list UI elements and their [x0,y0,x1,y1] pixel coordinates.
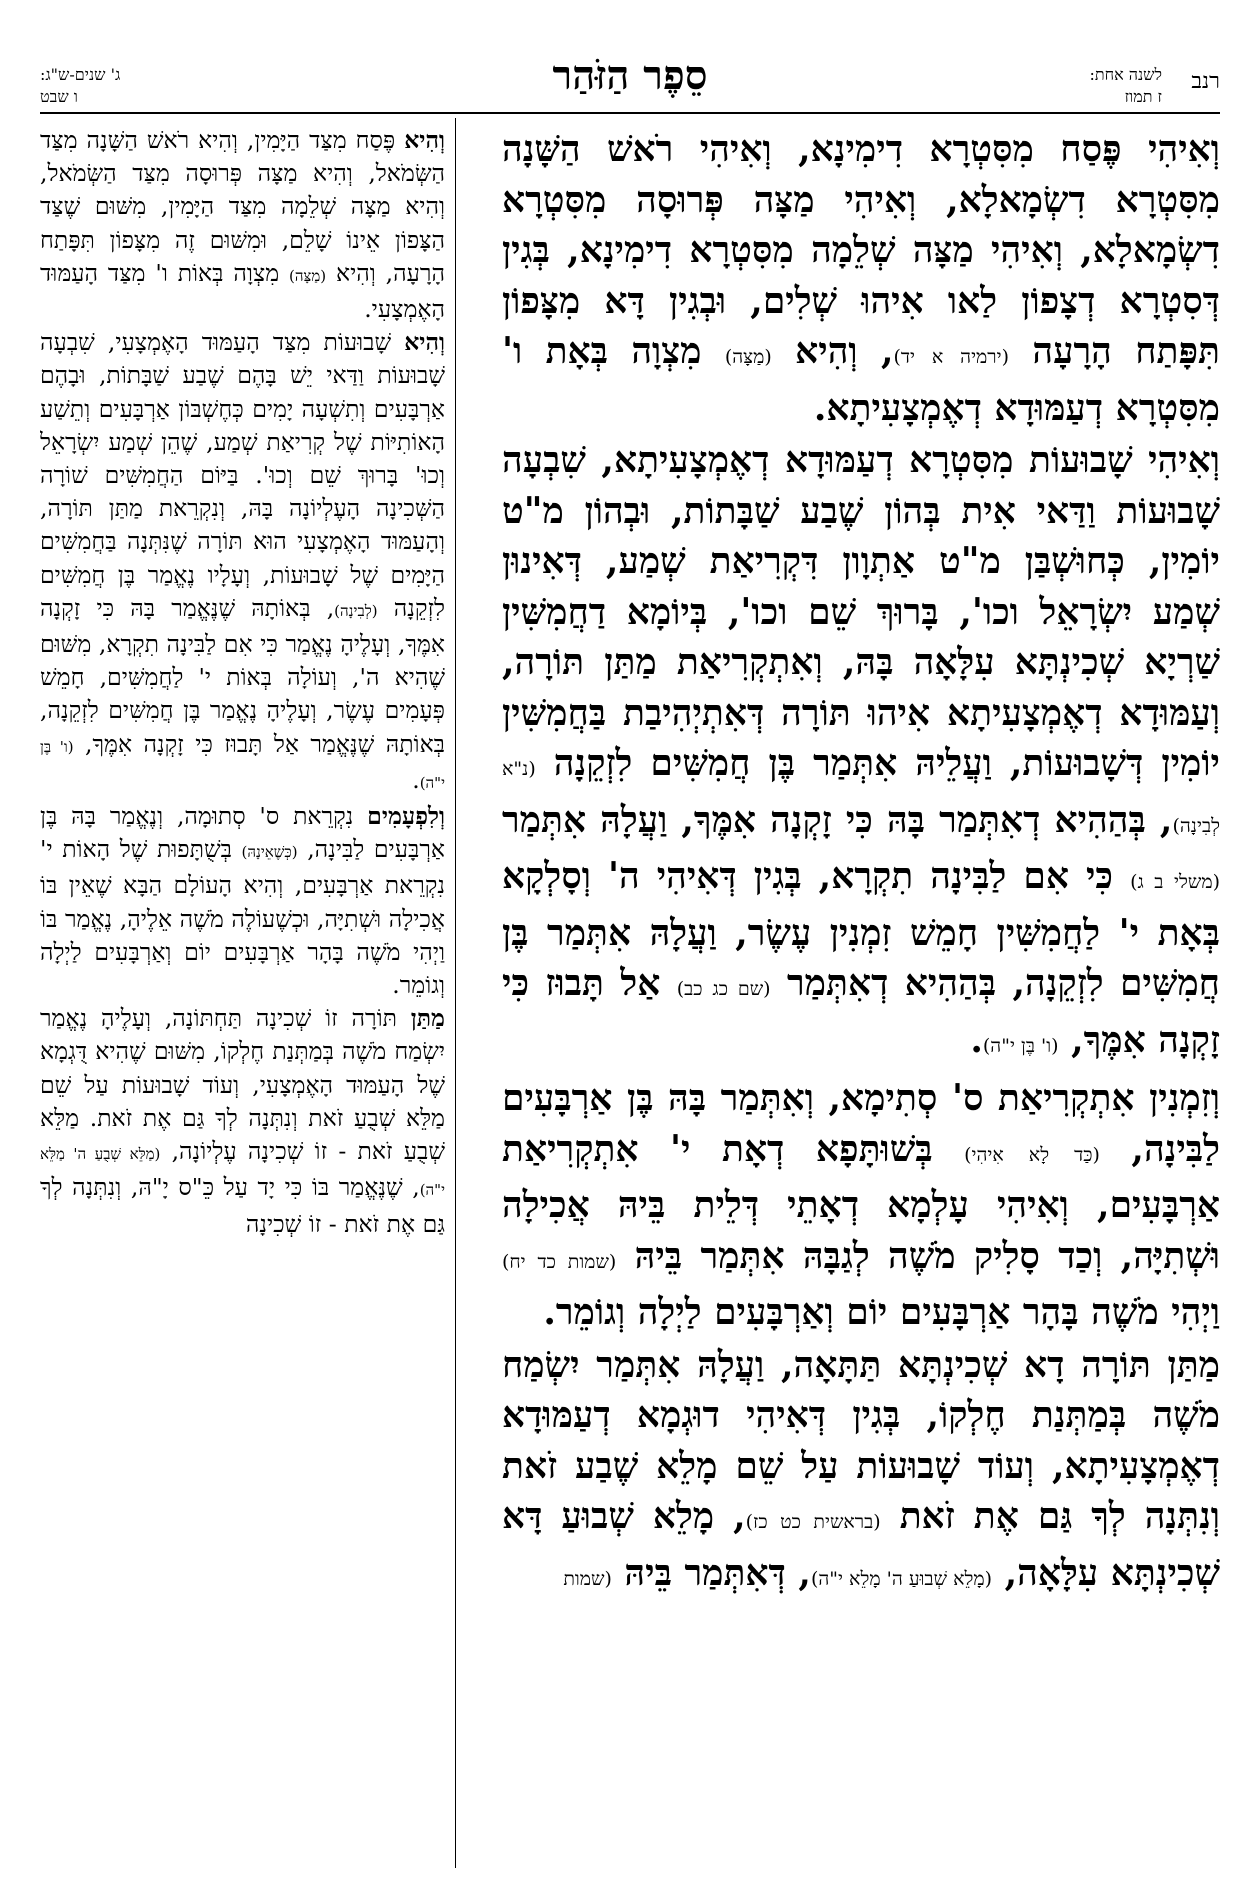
citation: (מָלֵא שְׁבוּעַ ה' מָלֵא י"ה) [810,1567,993,1590]
paragraph-text: . [412,765,420,794]
citation: (ירמיה א יד) [893,346,1010,368]
paragraph-lead-word: מַתַּן [410,1004,445,1033]
book-title: סֵפֶר הַזֹּהַר [552,52,708,99]
hebrew-translation-column [40,124,445,1874]
paragraph-text: שָׁבוּעוֹת מִסִּטְרָא דְעַמּוּדָא דְאֶמְצָעִיתָא, שִׁבְעָה שָׁבוּעוֹת וַדַּאי אִית בְּהוֹן שֶׁבַע שַׁבָּתוֹת, וּבְהוֹן מ"ט יוֹמִין, כְּחוּשְׁבַּן מ"ט אַתְוָון דִּקְרִיאַת שְׁמַע, דְּאִינוּן שְׁמַע יִשְׂרָאֵל וכו', בָּרוּךְ שֵׁם וכו', בְּיוֹמָא דַחֲמִשִּׁין שַׁרְיָא שְׁכִינְתָּא עִלָּאָה בָּהּ, וְאִתְקְרִיאַת מַתַּן תּוֹרָה, וְעַמּוּדָא דְאֶמְצָעִיתָא אִיהוּ תּוֹרָה דְּאִתְיְהִיבַת בַּחֲמִשִּׁין יוֹמִין דְּשָׁבוּעוֹת, וַעֲלֵיהּ אִתְּמַר בֶּן חֲמִשִּׁים לִזְקֵנָה [502,439,1220,784]
citation: (משלי ב ג) [1130,871,1220,893]
paragraph-text: מִצְוָה בְּאוֹת ו' מִצַּד הָעַמּוּד הָאֶמְצָעִי. [40,258,445,324]
paragraph-text: , דְּאִתְּמַר בֵּיהּ [611,1551,811,1594]
study-schedule-left [40,64,120,108]
paragraph [40,124,445,326]
paragraph-text: , שֶׁנֶּאֱמַר בּוֹ כִּי יָד עַל כֵּ"ס יָ"הּ, וְנִתְּנָה לְךָ גַּם אֶת זֹאת - זוֹ שְׁכִינָה [40,1173,445,1238]
page-number: רנב [1191,69,1220,94]
paragraph-text: , בְּהַהִיא דְאִתְּמַר בָּהּ כִּי זָקְנָה אִמֶּךָ, וַעֲלָהּ אִתְּמַר [502,798,1173,841]
citation: (כְּשֶׁאֵינָהּ) [241,843,298,862]
paragraph [40,800,445,1002]
paragraph-lead-word: וְהִיא [404,328,445,357]
paragraph-text: אִתְקְרִיאַת ס' סְתִימָא, וְאִתְּמַר בָּהּ בֶּן אַרְבָּעִים לַבִּינָה, [502,1077,1220,1170]
citation: (נ"א לְבִינָה) [502,758,1220,837]
paragraph-lead-word: וְאִיהִי [1148,439,1220,481]
schedule-date: ו שבט [40,87,78,106]
paragraph-text: תּוֹרָה דָא שְׁכִינְתָּא תַּתָּאָה, וַעֲלָהּ אִתְּמַר יִשְׂמַח מֹשֶׁה בְּמַתְּנַת חֶלְקוֹ, בְּגִין דְּאִיהִי דוּגְמָא דְעַמּוּדָא דְאֶמְצָעִיתָא, וְעוֹד שָׁבוּעוֹת עַל שֵׁם מָלֵא שֶׁבַע זֹאת וְנִתְּנָה לְךָ גַּם אֶת זֹאת [502,1343,1220,1537]
paragraph [40,1002,445,1240]
paragraph-text: וַיְהִי מֹשֶׁה בָּהָר אַרְבָּעִים יוֹם וְאַרְבָּעִים לַיְלָה וְגוֹמֵר. [543,1291,1220,1333]
citation: (שמות כד יח) [502,1250,617,1273]
header-divider [40,112,1220,114]
citation: (מַצָּה) [289,266,327,285]
paragraph [502,1340,1220,1605]
paragraph-text: שָׁבוּעוֹת מִצַּד הָעַמּוּד הָאֶמְצָעִי, שִׁבְעָה שָׁבוּעוֹת וַדַּאי יֵשׁ בָּהֶם שֶׁבַע שַׁבָּתוֹת, וּבָהֶם אַרְבָּעִים וְתִשְׁעָה יָמִים כְּחֶשְׁבּוֹן אַרְבָּעִים וְתֵשַׁע הָאוֹתִיּוֹת שֶׁל קְרִיאַת שְׁמַע, שֶׁהֵן שְׁמַע יִשְׂרָאֵל וְכוּ' בָּרוּךְ שֵׁם וְכוּ'. בַּיּוֹם הַחֲמִשִּׁים שׁוֹרָה הַשְּׁכִינָה הָעֶלְיוֹנָה בָּהּ, וְנִקְרֵאת מַתַּן תּוֹרָה, וְהָעַמּוּד הָאֶמְצָעִי הוּא תּוֹרָה שֶׁנִּתְּנָה בַּחֲמִשִּׁים הַיָּמִים שֶׁל שָׁבוּעוֹת, וְעָלָיו נֶאֱמַר בֶּן חֲמִשִּׁים לִזְקֵנָה [40,328,445,622]
citation: (כַּד לָא אִיהִי) [964,1143,1100,1166]
citation: (ו' בֶּן י"ה) [982,1034,1059,1057]
schedule-line: לשנה אחת: [1089,65,1162,84]
paragraph-text: נִקְרֵאת ס' סְתוּמָה, וְנֶאֱמַר בָּהּ בֶּן אַרְבָּעִים לַבִּינָה, [40,802,445,864]
paragraph-text: מִצְוָה בְּאָת ו' מִסִּטְרָא דְעַמּוּדָא דְאֶמְצָעִיתָא. [502,330,1220,429]
schedule-line: ג' שנים-ש"ג: [40,65,121,84]
paragraph-lead-word: וְאִיהִי [1148,128,1220,170]
paragraph-text: , בְּאוֹתָהּ שֶׁנֶּאֱמַר בָּהּ כִּי זָקְנָה אִמֶּךָ, וְעָלֶיהָ נֶאֱמַר כִּי אִם לַבִּינָה תִקְרָא, מִשּׁוּם שֶׁהִיא ה', וְעוֹלָה בְּאוֹת י' לַחֲמִשִּׁים, חָמֵשׁ פְּעָמִים עֶשֶׂר, וְעָלֶיהָ נֶאֱמַר בֶּן חֲמִשִּׁים לִזְקֵנָה, בְּאוֹתָהּ שֶׁנֶּאֱמַר אַל תָּבוּז כִּי זָקְנָה אִמֶּךָ, [40,593,445,758]
citation: (מַלֵּא שְׁבֻעַ ה' מַלֵּא י"ה) [40,1145,445,1200]
paragraph-text: בְּשֻׁתָּפוּת שֶׁל הָאוֹת י' נִקְרֵאת אַרְבָּעִים, וְהִיא הָעוֹלָם הַבָּא שֶׁאֵין בּוֹ אֲכִילָה וּשְׁתִיָּה, וּכְשֶׁעוֹלֶה מֹשֶׁה אֵלֶיהָ, נֶאֱמַר בּוֹ וַיְהִי מֹשֶׁה בָּהָר אַרְבָּעִים יוֹם וְאַרְבָּעִים לַיְלָה וְגוֹמֵר. [40,835,445,1000]
paragraph [502,1073,1220,1338]
paragraph-text: , וְהִיא [771,330,894,372]
paragraph-lead-word: וְזִמְנִין [1149,1077,1220,1119]
paragraph [502,124,1220,433]
paragraph-text: בְּשׁוּתָּפָא דְאָת י' אִתְקְרִיאַת אַרְבָּעִים, וְאִיהִי עָלְמָא דְאָתֵי דְּלֵית בֵּיהּ אֲכִילָה וּשְׁתִיָּה, וְכַד סָלִיק מֹשֶׁה לְגַבָּהּ אִתְּמַר בֵּיהּ [502,1127,1220,1277]
paragraph-lead-word: וְלִפְעָמִים [367,802,445,831]
paragraph [40,326,445,800]
citation: (שמות [563,1567,612,1590]
citation: (שם כג כב) [676,978,771,1000]
paragraph-text: . [970,1018,983,1061]
paragraph-lead-word: מַתַּן [1167,1343,1220,1386]
citation: (לְבִינָה) [334,601,378,620]
paragraph-text: אַל תָּבוּז כִּי זָקְנָה אִמֶּךָ, [502,962,1220,1061]
citation: (בראשית כט כז) [745,1511,881,1533]
page-header [40,52,1220,112]
schedule-date: ז תמוז [1124,87,1162,106]
paragraph-text: כִּי אִם לַבִּינָה תִקְרָא, בְּגִין דְּאִיהִי ה' וְסָלְקָא בְּאָת י' לַחֲמִשִּׁין חָמֵשׁ זִמְנִין עֶשֶׂר, וַעֲלָהּ אִתְּמַר בֶּן חֲמִשִּׁים לִזְקֵנָה, בְּהַהִיא דְאִתְּמַר [502,855,1220,1004]
aramaic-main-column [502,124,1220,1874]
citation: (ו' בֶּן י"ה) [40,737,445,792]
citation: (מַצָּה) [724,346,772,368]
paragraph-text: פֶּסַח מִסִּטְרָא דִימִינָא, וְאִיהִי רֹאשׁ הַשָּׁנָה מִסִּטְרָא דִשְׂמָאלָא, וְאִיהִי מַצָּה פְּרוּסָה מִסִּטְרָא דִשְׂמָאלָא, וְאִיהִי מַצָּה שְׁלֵמָה מִסִּטְרָא דִימִינָא, בְּגִין דְּסִטְרָא דְצָפוֹן לַאו אִיהוּ שְׁלִים, וּבְגִין דָּא מִצָּפוֹן תִּפָּתַח הָרָעָה [502,128,1220,372]
paragraph-text: פֶּסַח מִצַּד הַיָּמִין, וְהִיא רֹאשׁ הַשָּׁנָה מִצַּד הַשְּׂמֹאל, וְהִיא מַצָּה פְּרוּסָה מִצַּד הַשְּׂמֹאל, וְהִיא מַצָּה שְׁלֵמָה מִצַּד הַיָּמִין, מִשּׁוּם שֶׁצַּד הַצָּפוֹן אֵינוֹ שָׁלֵם, וּמִשּׁוּם זֶה מִצָּפוֹן תִּפָּתַח הָרָעָה, וְהִיא [40,126,445,287]
column-divider [455,118,456,1868]
paragraph-text: תּוֹרָה זוֹ שְׁכִינָה תַּחְתּוֹנָה, וְעָלֶיהָ נֶאֱמַר יִשְׂמַח מֹשֶׁה בְּמַתְּנַת חֶלְקוֹ, מִשּׁוּם שֶׁהִיא דֻּגְמָא שֶׁל הָעַמּוּד הָאֶמְצָעִי, וְעוֹד שָׁבוּעוֹת עַל שֵׁם מַלֵּא שְׁבֻעַ זֹאת וְנִתְּנָה לְךָ גַּם אֶת זֹאת. מַלֵּא שְׁבֻעַ זֹאת - זוֹ שְׁכִינָה עֶלְיוֹנָה, [40,1004,445,1166]
paragraph-lead-word: וְהִיא [404,126,445,154]
paragraph [502,435,1220,1071]
paragraph-text: , מָלֵא שְׁבוּעַ דָּא שְׁכִינְתָּא עִלָּאָה, [502,1495,1220,1594]
